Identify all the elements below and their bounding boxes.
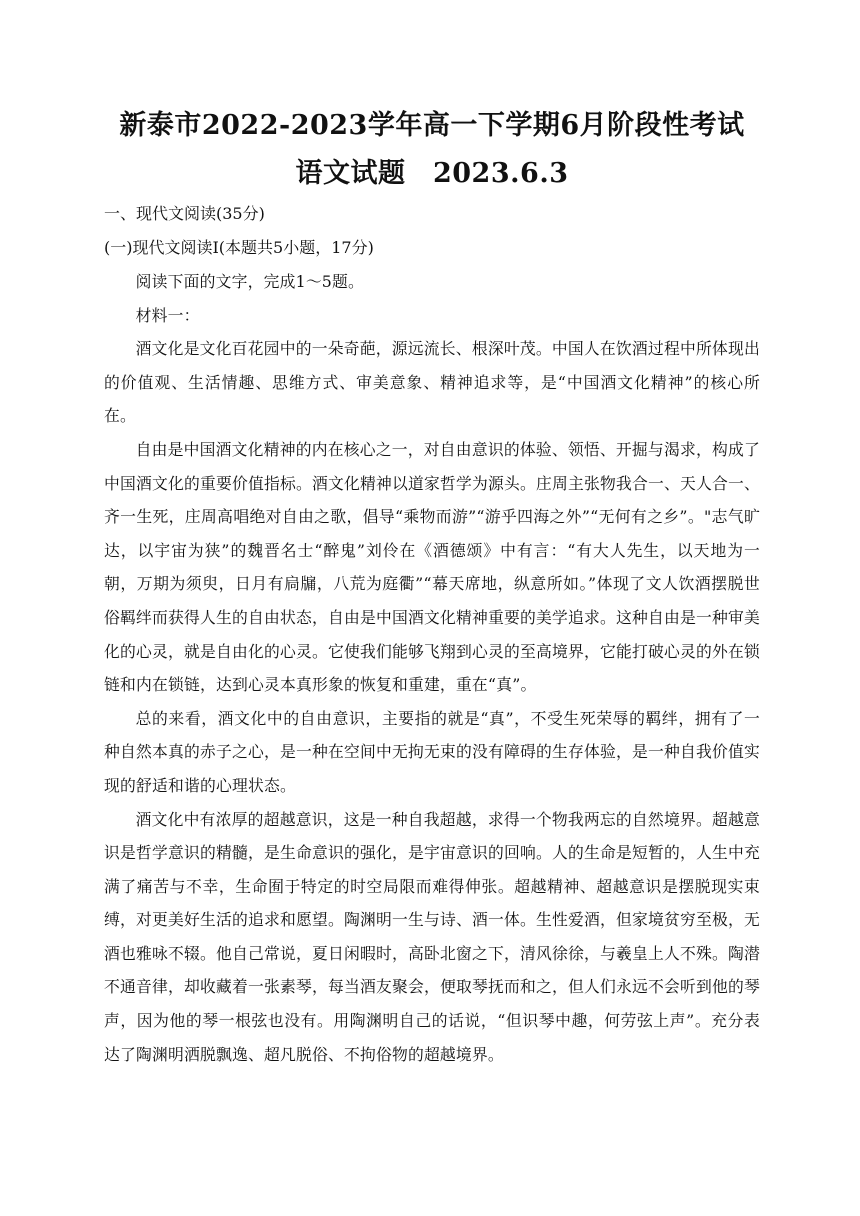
paragraph: 自由是中国酒文化精神的内在核心之一，对自由意识的体验、领悟、开掘与渴求，构成了中国酒文化的重要价值指标。酒文化精神以道家哲学为源头。庄周主张物我合一、天人合一、齐一生死，庄周高唱绝对自由之歌，倡导“乘物而游”“游乎四海之外”“无何有之乡”。"志气旷达，以宇宙为狭”的魏晋名士“醉鬼”刘伶在《酒德颂》中有言：“有大人先生，以天地为一朝，万期为须臾，日月有扃牖，八荒为庭衢”“幕天席地，纵意所如。”体现了文人饮酒摆脱世俗羁绊而获得人生的自由状态，自由是中国酒文化精神重要的美学追求。这种自由是一种审美化的心灵，就是自由化的心灵。它使我们能够飞翔到心灵的至高境界，它能打破心灵的外在锁链和内在锁链，达到心灵本真形象的恢复和重建，重在“真”。 bbox=[104, 439, 760, 695]
reading-instruction: 阅读下面的文字，完成1～5题。 bbox=[135, 272, 365, 291]
paragraph: 总的来看，酒文化中的自由意识，主要指的就是“真”，不受生死荣辱的羁绊，拥有了一种自然本真的赤子之心，是一种在空间中无拘无束的没有障碍的生存体验，是一种自我价值实现的舒适和谐的心理状态。 bbox=[104, 708, 760, 795]
exam-subtitle: 语文试题 2023.6.3 bbox=[295, 158, 569, 189]
paragraph: 酒文化中有浓厚的超越意识，这是一种自我超越，求得一个物我两忘的自然境界。超越意识是哲学意识的精髓，是生命意识的强化，是宇宙意识的回响。人的生命是短暂的，人生中充满了痛苦与不幸，生命囿于特定的时空局限而难得伸张。超越精神、超越意识是摆脱现实束缚，对更美好生活的追求和愿望。陶渊明一生与诗、酒一体。生性爱酒，但家境贫穷至极，无酒也雅咏不辍。他自己常说，夏日闲暇时，高卧北窗之下，清风徐徐，与羲皇上人不殊。陶潜不通音律，却收藏着一张素琴，每当酒友聚会，便取琴抚而和之，但人们永远不会听到他的琴声，因为他的琴一根弦也没有。用陶渊明自己的话说，“但识琴中趣，何劳弦上声”。充分表达了陶渊明洒脱飘逸、超凡脱俗、不拘俗物的超越境界。 bbox=[104, 809, 760, 1064]
exam-title: 新泰市2022-2023学年高一下学期6月阶段性考试 bbox=[119, 110, 745, 141]
section-heading: 一、现代文阅读(35分) bbox=[104, 204, 265, 223]
paragraph: 酒文化是文化百花园中的一朵奇葩，源远流长、根深叶茂。中国人在饮酒过程中所体现出的价值观、生活情趣、思维方式、审美意象、精神追求等，是“中国酒文化精神”的核心所在。 bbox=[104, 339, 760, 426]
material-label: 材料一： bbox=[135, 305, 200, 325]
subsection-heading: (一)现代文阅读Ⅰ(本题共5小题，17分) bbox=[104, 238, 374, 257]
